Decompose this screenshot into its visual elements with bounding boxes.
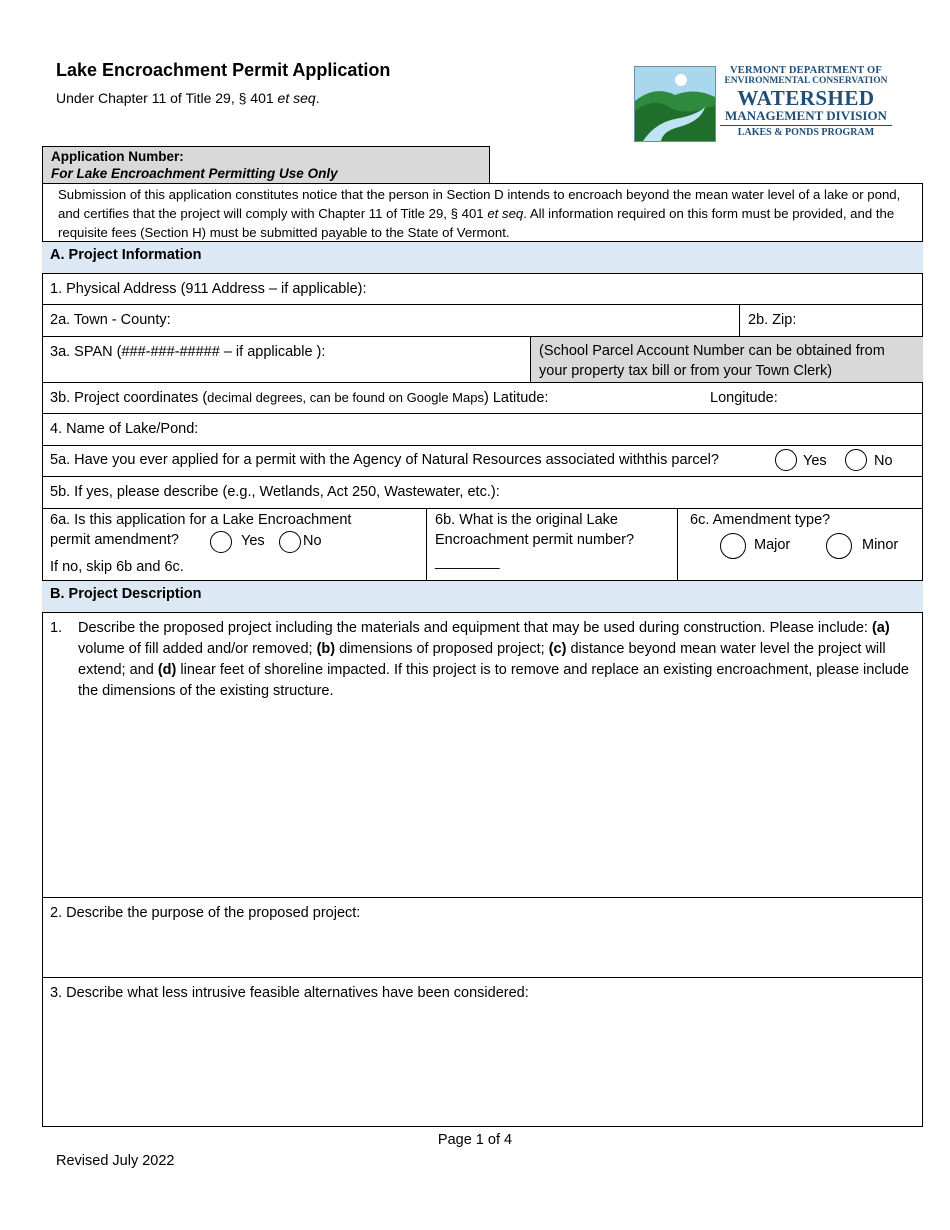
- section-b-heading: B. Project Description: [42, 580, 923, 612]
- prior-permit-row: [42, 445, 923, 476]
- lake-landscape-icon: [634, 66, 716, 142]
- alternatives-label: 3. Describe what less intrusive feasible alternatives have been considered:: [50, 985, 529, 1001]
- logo-text: VERMONT DEPARTMENT OF ENVIRONMENTAL CONSERVATION WATERSHED MANAGEMENT DIVISION LAKES & PONDS PROGRAM: [720, 66, 892, 140]
- coordinates-label: 3b. Project coordinates (decimal degrees, can be found on Google Maps) Latitude: Longitude:: [50, 390, 778, 406]
- amendment-no-label: No: [303, 533, 322, 549]
- town-county-field[interactable]: [42, 305, 740, 336]
- lake-name-field[interactable]: [42, 413, 923, 445]
- application-number-note: For Lake Encroachment Permitting Use Only: [51, 166, 338, 181]
- span-note: (School Parcel Account Number can be obtained from your property tax bill or from your Town Clerk): [531, 337, 923, 382]
- application-number-label: Application Number:: [51, 149, 184, 164]
- physical-address-label: 1. Physical Address (911 Address – if applicable):: [50, 281, 367, 297]
- amendment-yes-label: Yes: [241, 533, 265, 549]
- zip-label: 2b. Zip:: [748, 312, 797, 328]
- project-description-number: 1.: [50, 620, 63, 636]
- amendment-minor-radio[interactable]: [826, 533, 852, 559]
- amendment-skip-note: If no, skip 6b and 6c.: [50, 559, 184, 575]
- project-description-field[interactable]: [42, 612, 923, 898]
- amendment-major-radio[interactable]: [720, 533, 746, 559]
- amendment-no-radio[interactable]: [279, 531, 301, 553]
- project-purpose-field[interactable]: [42, 897, 923, 978]
- prior-permit-description-field[interactable]: [42, 476, 923, 508]
- amendment-type-question: 6c. Amendment type? Major Minor: [678, 509, 923, 580]
- town-zip-row: [42, 304, 923, 336]
- prior-permit-question: 5a. Have you ever applied for a permit with the Agency of Natural Resources associated withthis parcel?: [50, 452, 719, 468]
- alternatives-field[interactable]: [42, 977, 923, 1127]
- amendment-yes-radio[interactable]: [210, 531, 232, 553]
- form-subtitle: Under Chapter 11 of Title 29, § 401 et seq.: [56, 90, 320, 106]
- amendment-minor-label: Minor: [862, 537, 899, 553]
- amendment-major-label: Major: [754, 537, 791, 553]
- zip-field[interactable]: [740, 305, 923, 336]
- project-purpose-label: 2. Describe the purpose of the proposed project:: [50, 905, 361, 921]
- coordinates-field[interactable]: [42, 382, 923, 413]
- application-number-box[interactable]: [42, 146, 490, 184]
- prior-permit-no-label: No: [874, 453, 893, 469]
- prior-permit-yes-label: Yes: [803, 453, 827, 469]
- lake-name-label: 4. Name of Lake/Pond:: [50, 421, 199, 437]
- prior-permit-yes-radio[interactable]: [775, 449, 797, 471]
- page-number: Page 1 of 4: [437, 1132, 513, 1148]
- project-description-label: Describe the proposed project including the materials and equipment that may be used during construction. Please include: (a) volume of fill added and/or removed; (b) dimensions of proposed project; (c) distance beyond mean water level the project will extend; and (d) linear feet of shoreline impacted. If this project is to remove and replace an existing encroachment, please include the dimensions of the existing structure.: [78, 620, 909, 699]
- prior-permit-description-label: 5b. If yes, please describe (e.g., Wetlands, Act 250, Wastewater, etc.):: [50, 484, 500, 500]
- physical-address-field[interactable]: [42, 273, 923, 304]
- section-a-heading: A. Project Information: [42, 241, 923, 273]
- town-county-label: 2a. Town - County:: [50, 312, 171, 328]
- watershed-logo: [634, 66, 890, 142]
- amendment-question: 6a. Is this application for a Lake Encroachment permit amendment? Yes No If no, skip 6b and 6c.: [42, 509, 427, 580]
- revision-date: Revised July 2022: [56, 1153, 175, 1169]
- span-field[interactable]: [42, 337, 531, 382]
- form-title: Lake Encroachment Permit Application: [56, 60, 391, 80]
- amendment-row: [42, 508, 923, 580]
- submission-notice: Submission of this application constitutes notice that the person in Section D intends to encroach beyond the mean water level of a lake or pond, and certifies that the project will comply with Chapter 11 of Title 29, § 401 et seq. All information required on this form must be provided, and the requisite fees (Section H) must be submitted payable to the State of Vermont.: [58, 187, 901, 240]
- original-permit-number-field[interactable]: 6b. What is the original Lake Encroachment permit number? ________: [427, 509, 678, 580]
- span-row: [42, 336, 923, 382]
- span-label: 3a. SPAN (###-###-##### – if applicable ):: [50, 344, 326, 360]
- prior-permit-no-radio[interactable]: [845, 449, 867, 471]
- longitude-label: Longitude:: [710, 390, 778, 406]
